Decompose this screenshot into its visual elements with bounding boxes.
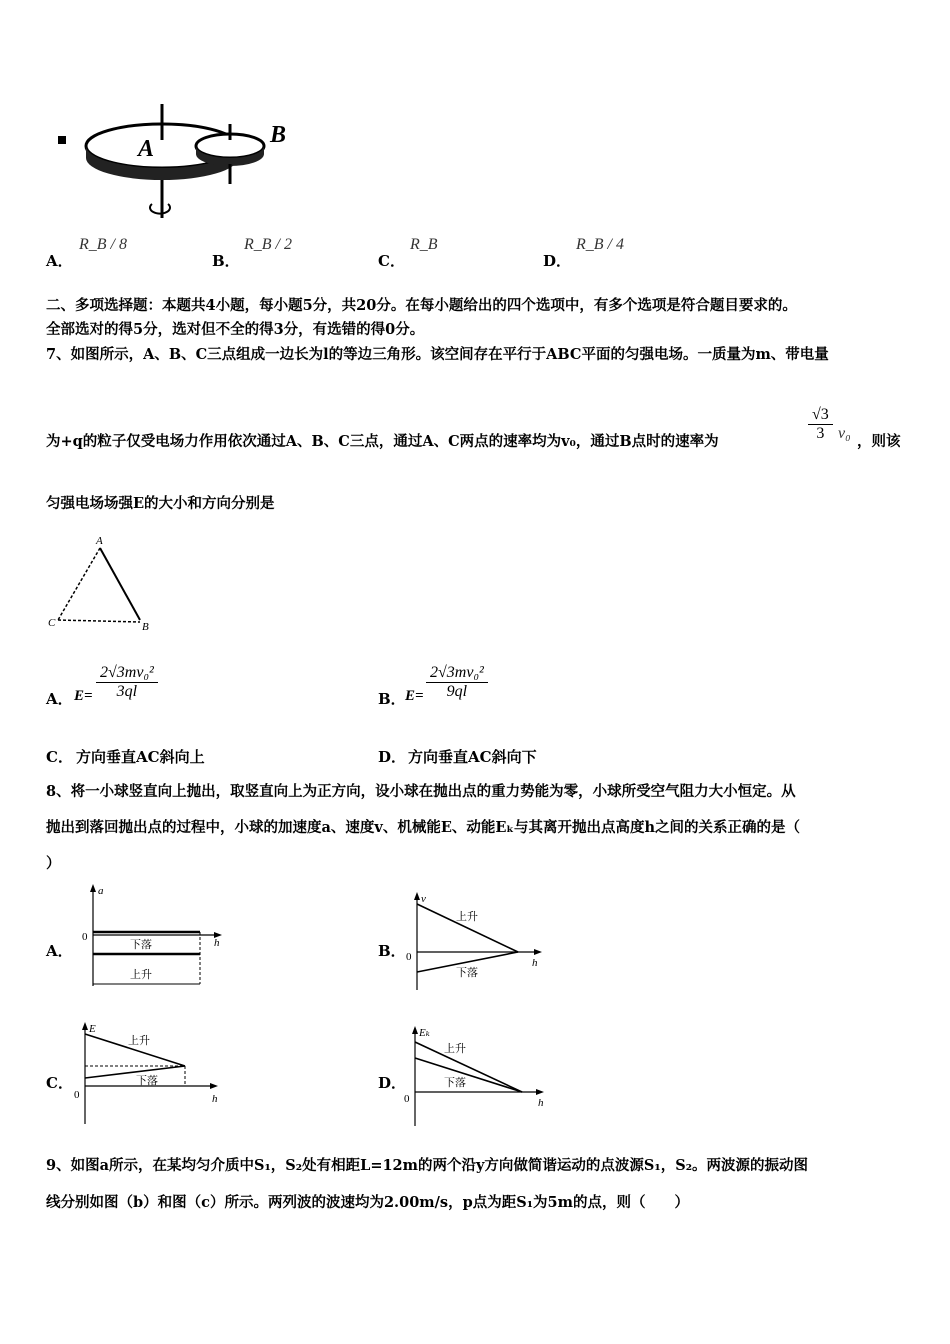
q7-option-b-num: 2√3mv₀²	[426, 664, 488, 683]
q8c-origin: 0	[74, 1089, 80, 1101]
q8a-down-label: 下落	[130, 938, 152, 951]
q8-stem-line2: 抛出到落回抛出点的过程中，小球的加速度a、速度v、机械能E、动能Eₖ与其离开抛出点高度h之间的关系正确的是（	[46, 819, 801, 836]
disc-a-label: A	[138, 136, 155, 162]
vertex-a-label: A	[96, 535, 103, 547]
vertex-c-label: C	[48, 617, 56, 629]
q8-graph-a	[76, 882, 236, 994]
q8c-down-label: 下落	[136, 1074, 158, 1087]
q8a-origin: 0	[82, 931, 88, 943]
q8-option-a-letter: A．	[46, 942, 73, 960]
q7-option-d-text: 方向垂直AC斜向下	[408, 748, 537, 766]
q7-option-a-den: 3ql	[116, 683, 138, 700]
q8-graph-b	[404, 890, 554, 994]
q7-speed-num: √3	[808, 406, 833, 425]
q8c-y-label: E	[89, 1023, 96, 1035]
q8b-origin: 0	[406, 951, 412, 963]
q9-stem-line1: 9、如图a所示，在某均匀介质中S₁，S₂处有相距L=12m的两个沿y方向做简谐运动的点波源S₁，S₂。两波源的振动图	[46, 1157, 809, 1174]
q7-stem-line3: 匀强电场场强E的大小和方向分别是	[46, 495, 275, 512]
triangle-abc-figure	[44, 532, 164, 636]
q6-option-c-letter: C．	[378, 252, 405, 270]
q7-stem-line2: 为+q的粒子仅受电场力作用依次通过A、B、C三点，通过A、C两点的速率均为v₀，通过B点时的速率为	[46, 433, 719, 450]
q6-option-d-letter: D．	[543, 252, 572, 270]
section-header-line2: 全部选对的得5分，选对但不全的得3分，有选错的得0分。	[46, 321, 425, 338]
q7-option-b-fraction	[426, 664, 488, 701]
q7-option-d-letter: D．	[378, 748, 407, 766]
q8-stem-line1: 8、将一小球竖直向上抛出，取竖直向上为正方向，设小球在抛出点的重力势能为零，小球所受空气阻力大小恒定。从	[46, 783, 796, 800]
q7-option-a-letter: A．	[46, 690, 73, 708]
q8d-down-label: 下落	[444, 1076, 466, 1089]
q9-stem-line2: 线分别如图（b）和图（c）所示。两列波的波速均为2.00m/s，p点为距S₁为5m的点，则（ ）	[46, 1194, 689, 1211]
q7-option-b-letter: B．	[378, 690, 406, 708]
q7-option-a-prefix: E=	[74, 688, 93, 704]
q7-speed-fraction	[808, 406, 833, 443]
q8-option-b-letter: B．	[378, 942, 406, 960]
q8c-x-label: h	[212, 1093, 218, 1105]
q8c-up-label: 上升	[128, 1034, 150, 1047]
disc-b-label: B	[270, 122, 287, 148]
q8d-y-label: Eₖ	[419, 1027, 430, 1039]
q8a-y-label: a	[98, 885, 104, 897]
q7-speed-den: 3	[816, 425, 825, 442]
q6-option-c-value: R_B	[410, 236, 438, 253]
q8-graph-d	[404, 1022, 554, 1128]
section-header-line1: 二、多项选择题：本题共4小题，每小题5分，共20分。在每小题给出的四个选项中，有多个选项是符合题目要求的。	[46, 297, 797, 314]
q7-stem-line1: 7、如图所示，A、B、C三点组成一边长为l的等边三角形。该空间存在平行于ABC平面的匀强电场。一质量为m、带电量	[46, 346, 829, 363]
q6-option-a-value: R_B / 8	[79, 236, 127, 253]
q6-option-d-value: R_B / 4	[576, 236, 624, 253]
q8-stem-line3: ）	[46, 855, 61, 872]
q8b-up-label: 上升	[456, 910, 478, 923]
q8b-y-label: v	[421, 893, 426, 905]
q7-stem-line2-end: ，则该	[857, 433, 901, 450]
q8d-origin: 0	[404, 1093, 410, 1105]
q8d-x-label: h	[538, 1097, 544, 1109]
q8-graph-c	[72, 1018, 232, 1128]
q7-option-b-prefix: E=	[405, 688, 424, 704]
q8a-x-label: h	[214, 937, 220, 949]
gear-discs-figure	[40, 100, 310, 220]
q6-option-a-letter: A．	[46, 252, 73, 270]
vertex-b-label: B	[142, 621, 149, 633]
q8b-x-label: h	[532, 957, 538, 969]
q6-option-b-letter: B．	[212, 252, 240, 270]
q7-option-c-text: 方向垂直AC斜向上	[76, 748, 205, 766]
q8d-up-label: 上升	[444, 1042, 466, 1055]
q7-option-a-fraction	[96, 664, 158, 701]
q8b-down-label: 下落	[456, 966, 478, 979]
q7-option-b-den: 9ql	[446, 683, 468, 700]
q8a-up-label: 上升	[130, 968, 152, 981]
q7-option-a-num: 2√3mv₀²	[96, 664, 158, 683]
q7-speed-var: v₀	[838, 425, 851, 442]
q7-option-c-letter: C．	[46, 748, 73, 766]
q6-option-b-value: R_B / 2	[244, 236, 292, 253]
q8-option-d-letter: D．	[378, 1074, 407, 1092]
q8-option-c-letter: C．	[46, 1074, 73, 1092]
